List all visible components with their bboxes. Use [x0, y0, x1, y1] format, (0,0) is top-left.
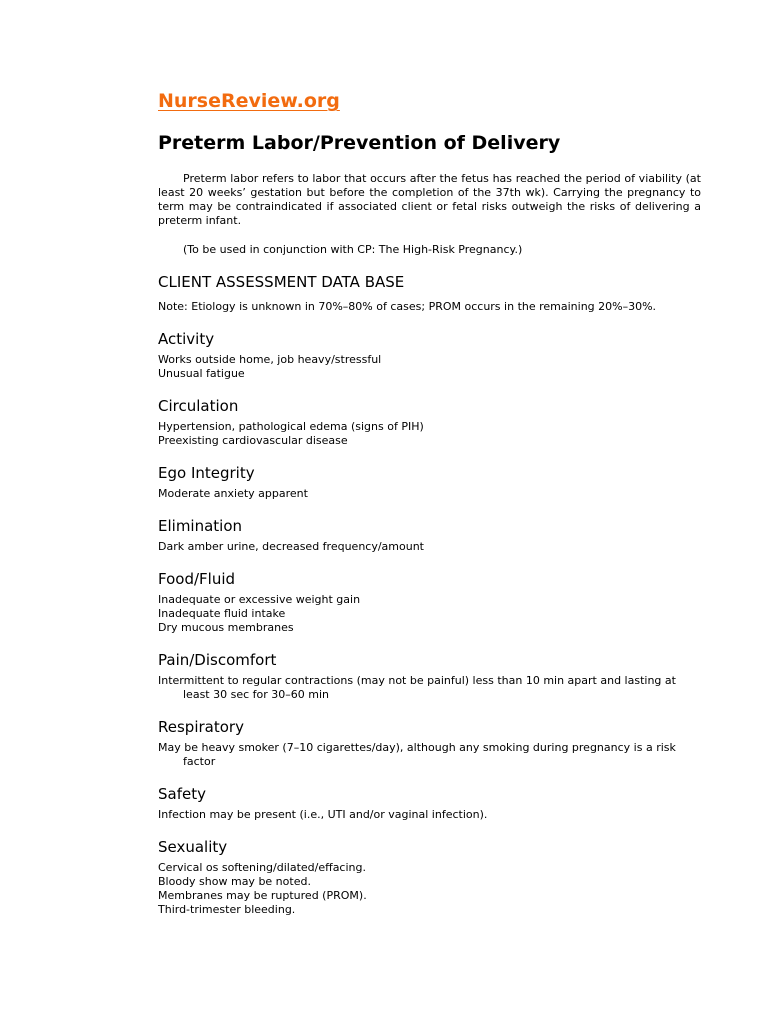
assessment-section: [158, 396, 701, 448]
section-item-list: [158, 861, 701, 917]
list-item: Third-trimester bleeding.: [158, 903, 296, 916]
document-content: [158, 88, 701, 917]
assessment-sections: [158, 329, 701, 917]
list-item: Moderate anxiety apparent: [158, 487, 308, 500]
list-item: Dry mucous membranes: [158, 621, 294, 634]
list-item: Dark amber urine, decreased frequency/amount: [158, 540, 424, 553]
section-title: Elimination: [158, 517, 243, 535]
assessment-heading: CLIENT ASSESSMENT DATA BASE: [158, 273, 405, 291]
assessment-section: [158, 463, 701, 501]
section-item-list: [158, 741, 701, 769]
section-title: Activity: [158, 330, 215, 348]
list-item: Intermittent to regular contractions (may not be painful) less than 10 min apart and lasting at least 30 sec for 30–60 min: [158, 674, 676, 701]
assessment-section: [158, 516, 701, 554]
list-item: May be heavy smoker (7–10 cigarettes/day), although any smoking during pregnancy is a risk factor: [158, 741, 676, 768]
list-item: Bloody show may be noted.: [158, 875, 311, 888]
section-title: Ego Integrity: [158, 464, 255, 482]
list-item: Inadequate or excessive weight gain: [158, 593, 361, 606]
section-title: Sexuality: [158, 838, 228, 856]
section-title: Circulation: [158, 397, 239, 415]
list-item: Infection may be present (i.e., UTI and/or vaginal infection).: [158, 808, 488, 821]
page-title: Preterm Labor/Prevention of Delivery: [158, 132, 561, 154]
list-item: Inadequate fluid intake: [158, 607, 286, 620]
etiology-note: Note: Etiology is unknown in 70%–80% of cases; PROM occurs in the remaining 20%–30%.: [158, 300, 657, 313]
section-item-list: [158, 487, 701, 501]
list-item: Cervical os softening/dilated/effacing.: [158, 861, 366, 874]
usage-note: (To be used in conjunction with CP: The High-Risk Pregnancy.): [183, 243, 523, 256]
assessment-section: [158, 784, 701, 822]
list-item: Membranes may be ruptured (PROM).: [158, 889, 367, 902]
section-item-list: [158, 593, 701, 635]
assessment-section: [158, 650, 701, 702]
section-title: Pain/Discomfort: [158, 651, 277, 669]
list-item: Hypertension, pathological edema (signs of PIH): [158, 420, 424, 433]
list-item: Preexisting cardiovascular disease: [158, 434, 348, 447]
assessment-section: [158, 837, 701, 917]
list-item: Works outside home, job heavy/stressful: [158, 353, 382, 366]
assessment-section: [158, 569, 701, 635]
intro-paragraph: Preterm labor refers to labor that occurs after the fetus has reached the period of viability (at least 20 weeks’ gestation but before the completion of the 37th wk). Carrying the pregnancy to term may be contraindicated if associated client or fetal risks outweigh the risks of delivering a preterm infant.: [158, 172, 701, 227]
section-item-list: [158, 674, 701, 702]
section-item-list: [158, 353, 701, 381]
assessment-section: [158, 717, 701, 769]
section-title: Food/Fluid: [158, 570, 236, 588]
section-item-list: [158, 808, 701, 822]
section-item-list: [158, 420, 701, 448]
site-name-link[interactable]: NurseReview.org: [158, 90, 340, 112]
section-title: Safety: [158, 785, 206, 803]
section-title: Respiratory: [158, 718, 244, 736]
list-item: Unusual fatigue: [158, 367, 245, 380]
section-item-list: [158, 540, 701, 554]
assessment-section: [158, 329, 701, 381]
